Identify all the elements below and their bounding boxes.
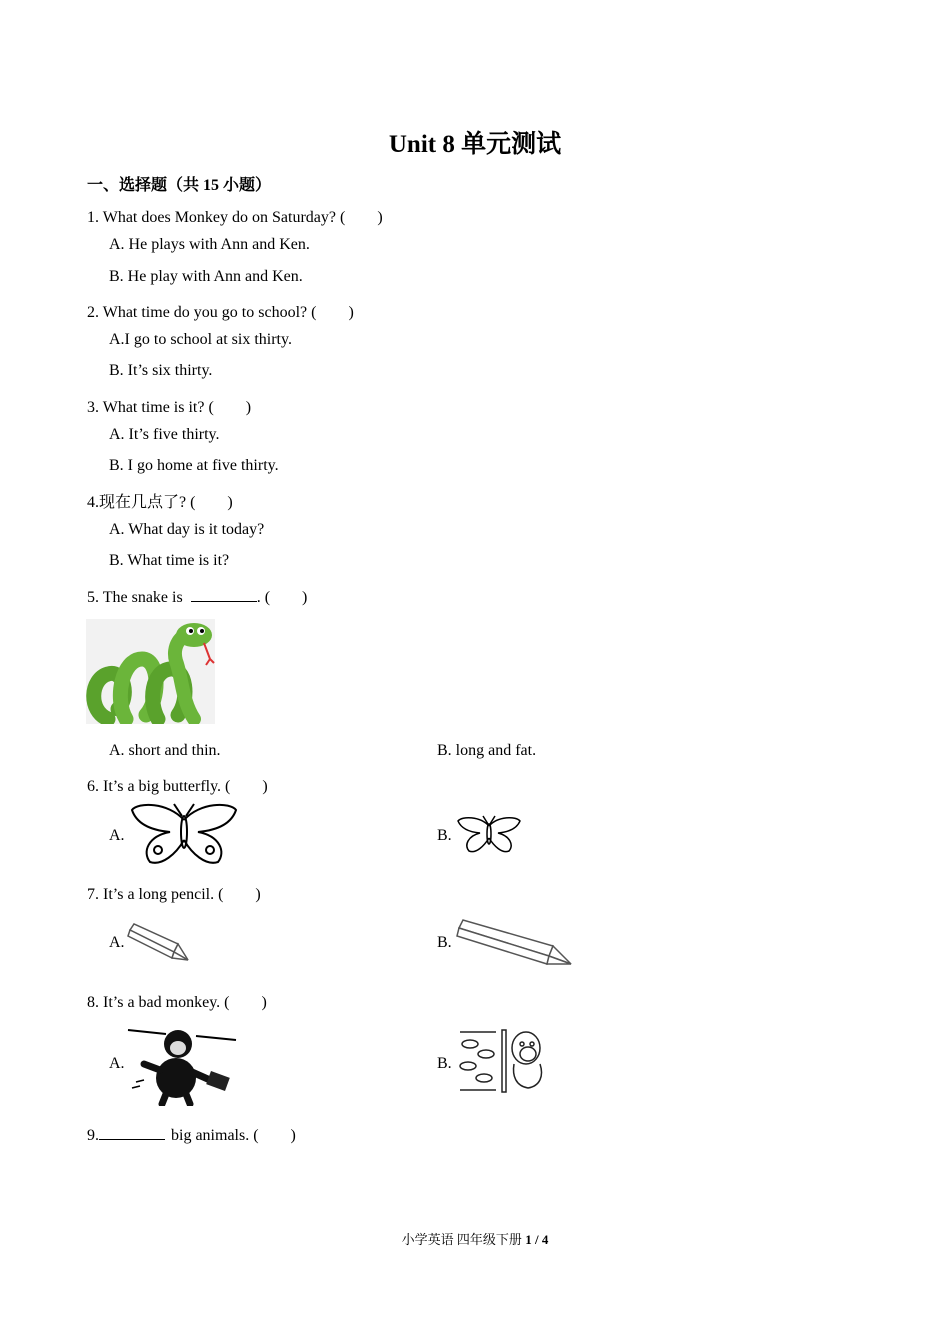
question-3-option-b: B. I go home at five thirty. [109,457,279,474]
short-pencil-illustration [126,922,192,966]
big-butterfly-illustration [128,800,240,868]
answer-blank [99,1139,165,1140]
question-6-option-b: B. [437,827,452,844]
question-2-stem: 2. What time do you go to school? ( ) [87,304,354,321]
question-1-option-b: B. He play with Ann and Ken. [109,268,303,285]
question-9-stem [87,1122,296,1145]
question-8-option-b: B. [437,1055,452,1072]
footer-text: 小学英语 四年级下册 [401,1232,526,1247]
bad-monkey-illustration [126,1022,238,1106]
question-8-stem: 8. It’s a bad monkey. ( ) [87,994,267,1011]
answer-blank [191,601,257,602]
page-separator: / [531,1232,542,1247]
question-5-stem-prefix: 5. The snake is [87,589,183,606]
snake-illustration [86,619,215,724]
question-5-option-a: A. short and thin. [109,742,221,759]
question-2-option-b: B. It’s six thirty. [109,362,213,379]
small-butterfly-illustration [456,814,522,856]
question-8-option-a: A. [109,1055,125,1072]
question-3-option-a: A. It’s five thirty. [109,426,220,443]
page-title: Unit 8 单元测试 [388,131,562,158]
page-current: 1 [525,1232,532,1247]
page-total: 4 [541,1232,549,1247]
question-7-option-b: B. [437,934,452,951]
question-3-stem: 3. What time is it? ( ) [87,399,252,416]
page-footer [0,1229,950,1248]
good-monkey-illustration [456,1024,548,1096]
question-4-option-b: B. What time is it? [109,552,230,569]
question-5-stem [87,584,307,607]
section-heading: 一、选择题（共 15 小题） [87,177,272,194]
question-1-stem: 1. What does Monkey do on Saturday? ( ) [87,209,383,226]
question-7-option-a: A. [109,934,125,951]
question-7-stem: 7. It’s a long pencil. ( ) [87,886,261,903]
question-4-option-a: A. What day is it today? [109,521,265,538]
long-pencil-illustration [455,918,575,970]
question-6-stem: 6. It’s a big butterfly. ( ) [87,778,268,795]
question-4-stem: 4.现在几点了? ( ) [87,494,233,511]
question-5-stem-suffix: . ( ) [256,589,308,606]
question-9-stem-suffix: big animals. ( ) [171,1127,296,1144]
question-5-option-b: B. long and fat. [437,742,537,759]
question-6-option-a: A. [109,827,125,844]
question-1-option-a: A. He plays with Ann and Ken. [109,236,310,253]
question-2-option-a: A.I go to school at six thirty. [109,331,292,348]
question-9-stem-prefix: 9. [87,1127,99,1144]
